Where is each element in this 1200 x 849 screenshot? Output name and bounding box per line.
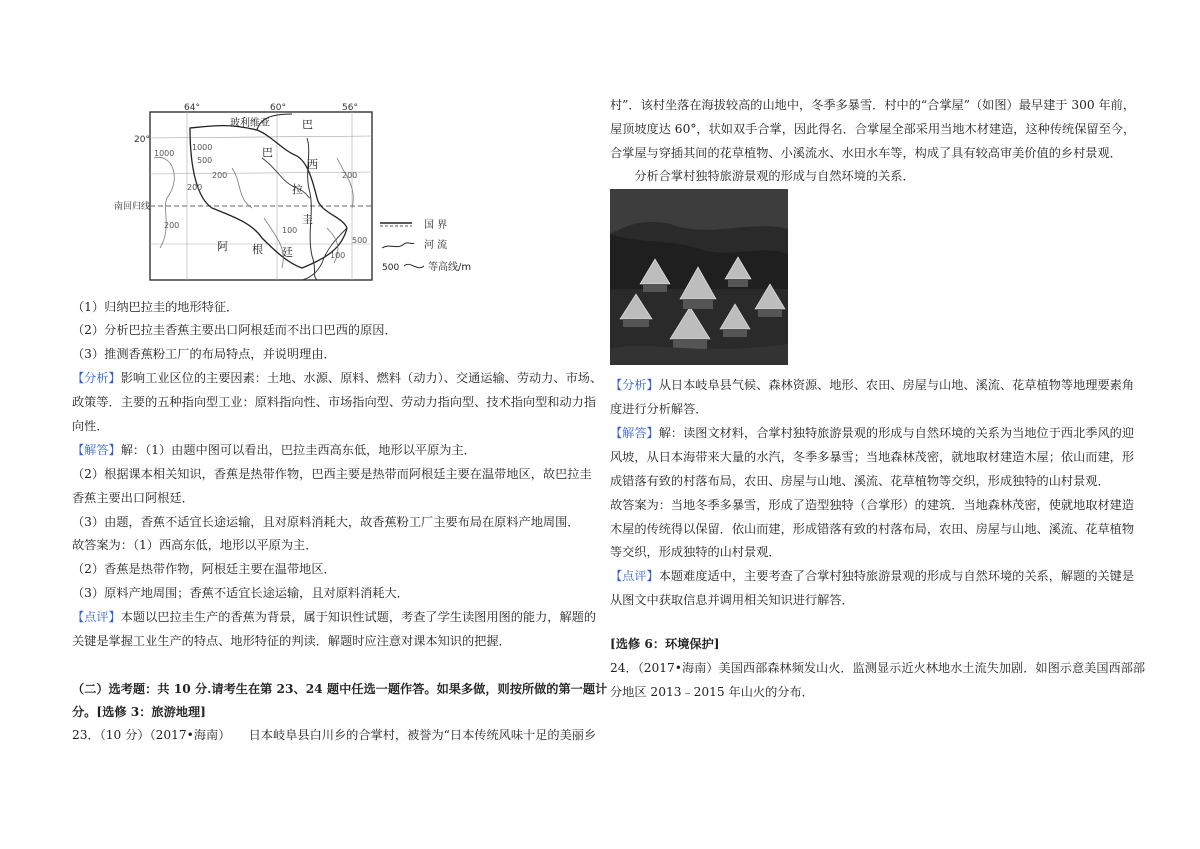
contour-legend-icon xyxy=(404,264,424,267)
paraguay-map xyxy=(112,98,497,288)
contour-label: 200 xyxy=(164,221,180,230)
question-1: （1）归纳巴拉圭的地形特征． xyxy=(72,300,239,314)
contour-label: 200 xyxy=(212,171,228,180)
answer-summary: 木屋的传统得以保留．依山而建，形成错落有致的村落布局，农田、房屋与山地、溪流、花草植物 xyxy=(610,522,1135,536)
question-24: 分地区 2013﹣2015 年山火的分布． xyxy=(610,685,814,699)
legend-label: 等高线/m xyxy=(428,262,472,273)
answer-text: 解：读图文材料，合掌村独特旅游景观的形成与自然环境的关系为当地位于西北季风的迎 xyxy=(658,426,1135,440)
question-3: （3）推测香蕉粉工厂的布局特点，并说明理由． xyxy=(72,347,336,361)
contour-label: 200 xyxy=(187,183,203,192)
map-figure xyxy=(112,98,497,288)
comment-text: 本题以巴拉圭生产的香蕉为背景，属于知识性试题，考查了学生读图用图的能力，解题的 xyxy=(120,610,597,624)
gassho-village-photo xyxy=(610,189,788,365)
region-label: 拉 xyxy=(292,183,303,196)
answer-summary: 故答案为：（1）西高东低，地形以平原为主． xyxy=(72,538,318,552)
question-24: 24．（2017•海南）美国西部森林频发山火．监测显示近火林地水土流失加剧．如图示意美国西部部 xyxy=(610,661,1146,675)
lat-label: 20° xyxy=(134,135,150,145)
answer-line: 成错落有致的村落布局，农田、房屋与山地、溪流、花草植物等交织，形成独特的山村景观． xyxy=(610,474,1110,488)
legend-label: 河 流 xyxy=(424,240,448,251)
question-2: （2）分析巴拉圭香蕉主要出口阿根廷而不出口巴西的原因． xyxy=(72,323,397,337)
region-label: 廷 xyxy=(282,246,293,259)
comment-tag: 【点评】 xyxy=(610,569,659,583)
region-label: 阿 xyxy=(217,240,228,253)
answer-summary: 故答案为：当地冬季多暴雪，形成了造型独特（合掌形）的建筑．当地森林茂密，使就地取材建造 xyxy=(610,498,1135,512)
section-heading: （二）选考题：共 10 分.请考生在第 23、24 题中任选一题作答。如果多做，则按所做的第一题计 xyxy=(72,682,608,696)
region-label: 巴 xyxy=(262,146,273,159)
lon-label: 56° xyxy=(342,103,358,113)
section-heading: [选修 6：环境保护] xyxy=(610,637,720,651)
region-label: 西 xyxy=(307,158,318,171)
answer-text: 解：（1）由题中图可以看出，巴拉圭西高东低，地形以平原为主． xyxy=(120,443,476,457)
question-23-prompt: 分析合掌村独特旅游景观的形成与自然环境的关系． xyxy=(610,169,915,183)
answer-line: （3）由题，香蕉不适宜长途运输，且对原料消耗大，故香蕉粉工厂主要布局在原料产地周围． xyxy=(72,515,580,529)
border-legend-icon xyxy=(380,223,412,226)
question-23: 23．（10 分）（2017•海南） 日本岐阜县白川乡的合掌村，被誉为“日本传统风味十足的美丽乡 xyxy=(72,728,597,742)
lon-label: 60° xyxy=(270,103,286,113)
analysis-line: 向性． xyxy=(72,419,109,433)
contour-label: 500 xyxy=(197,156,213,165)
river-legend-icon xyxy=(382,243,414,248)
answer-summary: （3）原料产地周围；香蕉不适宜长途运输，且对原料消耗大． xyxy=(72,586,409,600)
comment-line xyxy=(72,609,596,625)
answer-summary: （2）香蕉是热带作物，阿根廷主要在温带地区． xyxy=(72,562,336,576)
comment-line xyxy=(610,568,1134,584)
village-image xyxy=(610,189,788,365)
analysis-tag: 【分析】 xyxy=(72,371,121,385)
question-23-text: 屋顶坡度达 60°，状如双手合掌，因此得名．合掌屋全部采用当地木材建造，这种传统保留至今， xyxy=(610,122,1136,136)
comment-line: 关键是掌握工业生产的特点、地形特征的判读．解题时应注意对课本知识的把握． xyxy=(72,634,511,648)
region-label: 玻利维亚 xyxy=(230,118,270,129)
analysis-line: 度进行分析解答． xyxy=(610,402,708,416)
contour-label: 500 xyxy=(352,236,368,245)
contour-label: 200 xyxy=(342,171,358,180)
analysis-line xyxy=(72,370,602,386)
answer-line xyxy=(72,442,476,458)
analysis-line: 政策等．主要的五种指向型工业：原料指向性、市场指向型、劳动力指向型、技术指向型和动力指 xyxy=(72,395,597,409)
analysis-text: 从日本岐阜县气候、森林资源、地形、农田、房屋与山地、溪流、花草植物等地理要素角 xyxy=(658,378,1135,392)
question-23-text: 村”．该村坐落在海拔较高的山地中，冬季多暴雪．村中的“合掌屋”（如图）最早建于 300 年前， xyxy=(610,98,1136,112)
answer-line: 香蕉主要出口阿根廷． xyxy=(72,491,194,505)
region-label: 圭 xyxy=(302,213,313,226)
contour-label: 100 xyxy=(282,226,298,235)
answer-tag: 【解答】 xyxy=(610,426,659,440)
answer-line: （2）根据课本相关知识，香蕉是热带作物，巴西主要是热带而阿根廷主要在温带地区，故巴拉圭 xyxy=(72,467,592,481)
comment-tag: 【点评】 xyxy=(72,610,121,624)
analysis-tag: 【分析】 xyxy=(610,378,659,392)
lon-label: 64° xyxy=(184,103,200,113)
question-23-text: 合掌屋与穿插其间的花草植物、小溪流水、水田水车等，构成了具有较高审美价值的乡村景观． xyxy=(610,146,1122,160)
region-label: 巴 xyxy=(302,118,313,131)
map-legend xyxy=(380,219,471,273)
comment-text: 本题难度适中，主要考查了合掌村独特旅游景观的形成与自然环境的关系，解题的关键是 xyxy=(658,569,1135,583)
answer-line xyxy=(610,425,1134,441)
analysis-line xyxy=(610,377,1134,393)
section-heading: 分。[选修 3：旅游地理] xyxy=(72,705,206,719)
answer-line: 风坡，从日本海带来大量的水汽，冬季多暴雪；当地森林茂密，就地取材建造木屋；依山而建，形 xyxy=(610,450,1135,464)
contour-label: 1000 xyxy=(154,149,175,158)
answer-tag: 【解答】 xyxy=(72,443,121,457)
contour-label: 1000 xyxy=(192,143,213,152)
lat-label: 南回归线 xyxy=(114,202,151,212)
contour-label: 100 xyxy=(330,251,346,260)
answer-summary: 等交织，形成独特的山村景观． xyxy=(610,545,781,559)
analysis-text: 影响工业区位的主要因素：土地、水源、原料、燃料（动力）、交通运输、劳动力、市场、 xyxy=(120,371,603,385)
legend-label: 国 界 xyxy=(424,220,448,231)
legend-prefix: 500 xyxy=(382,263,400,273)
region-label: 根 xyxy=(252,243,263,256)
comment-line: 从图文中获取信息并调用相关知识进行解答． xyxy=(610,593,854,607)
